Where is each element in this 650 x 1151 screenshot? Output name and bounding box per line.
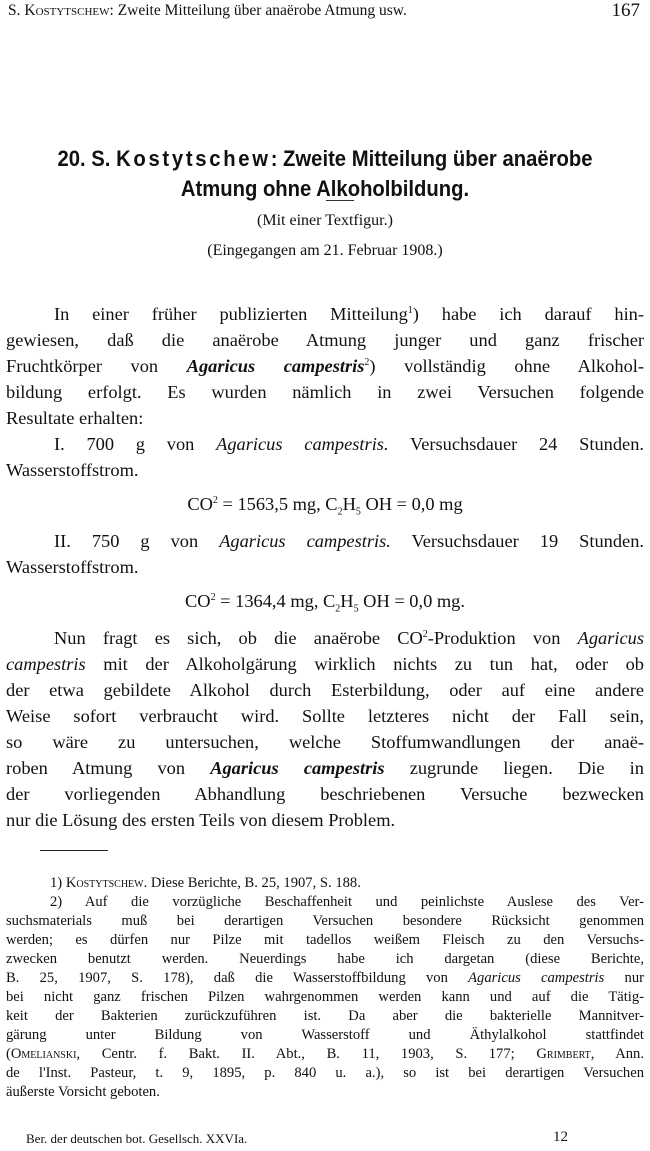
running-head-author: S. Kostytschew (8, 2, 110, 19)
text-run: = 1364,4 mg, C (215, 591, 336, 611)
journal-signature: Ber. der deutschen bot. Gesellsch. XXVIa. (26, 1131, 248, 1146)
body-line: der vorliegenden Abhandlung beschriebenen Versuche bezwecken (6, 784, 644, 804)
text-run: nur (624, 970, 644, 986)
body-line: bildung erfolgt. Es wurden nämlich in zwei Versuchen folgende (6, 382, 644, 402)
running-head-title: : Zweite Mitteilung über anaërobe Atmung usw. (109, 2, 407, 19)
subscript: 2 (335, 603, 341, 615)
text-run: In einer früher publizierten Mitteilung (54, 304, 408, 324)
body-line: Resultate erhalten: (6, 408, 144, 428)
experiment-1-gas: Wasserstoffstrom. (6, 460, 139, 480)
species-name: Agaricus campestris. (216, 434, 389, 454)
text-run: . Diese Berichte, B. 25, 1907, S. 188. (143, 875, 361, 891)
superscript: 2 (422, 628, 428, 640)
species-name: Agaricus campestris. (219, 531, 391, 551)
body-line: Weise sofort verbraucht wird. Sollte letzteres nicht der Fall sein, (6, 706, 644, 726)
superscript: 2 (212, 494, 218, 506)
text-run: mit der Alkoholgärung wirklich nichts zu tun hat, oder ob (103, 654, 644, 674)
text-run: roben Atmung von (6, 758, 186, 778)
subscript: 5 (355, 506, 361, 518)
footnote-author: Grimbert (536, 1046, 591, 1062)
body-line (6, 652, 644, 676)
sheet-signature: 12 (553, 1129, 568, 1145)
footnote-author: Kostytschew (65, 875, 144, 891)
footnote-2-line: werden; es dürfen nur Pilze mit tadellos weißem Fleisch zu den Versuchs- (6, 932, 644, 948)
article-number: 20. S. (57, 146, 111, 171)
running-head (8, 2, 640, 26)
article-title-part1: : Zweite Mitteilung über anaërobe (270, 146, 593, 171)
footnote-2-line: 2) Auf die vorzügliche Beschaffenheit und peinlichste Auslese des Ver- (50, 894, 644, 910)
footnote-rule (40, 850, 108, 851)
species-name: Agaricus (577, 628, 644, 648)
species-name: campestris (6, 654, 86, 674)
footnote-2-line (6, 1045, 644, 1064)
footnote-2-line: zwecken benutzt werden. Neuerdings habe ich dargetan (diese Berichte, (6, 951, 644, 967)
text-run: H (340, 591, 354, 611)
article-title-line2: Atmung ohne Alkoholbildung. (180, 176, 470, 201)
experiment-2-line (54, 529, 644, 553)
text-run: ( (6, 1046, 11, 1062)
text-run: , Ann. (590, 1046, 645, 1062)
running-head-text (8, 2, 407, 20)
formula-1 (0, 494, 650, 518)
footnote-ref: 1 (407, 304, 413, 316)
text-run: B. 25, 1907, S. 178), daß die Wasserstoffbildung von (6, 970, 448, 986)
body-line (54, 302, 644, 326)
article-title-line1 (33, 144, 618, 174)
text-run: Nun fragt es sich, ob die anaërobe CO (54, 628, 423, 648)
article-author: Kostytschew (116, 146, 271, 171)
footnote-1 (50, 874, 644, 893)
footnote-2-line: äußerste Vorsicht geboten. (6, 1084, 160, 1100)
text-run: CO (187, 494, 213, 514)
text-run: CO (185, 591, 211, 611)
subscript: 2 (337, 506, 343, 518)
text-run: II. 750 g von (54, 531, 199, 551)
received-date: (Eingegangen am 21. Februar 1908.) (207, 242, 443, 259)
body-line (6, 354, 644, 378)
experiment-1-line (54, 432, 644, 456)
species-name: Agaricus campestris (186, 356, 365, 376)
footnote-2-line: gärung unter Bildung von Wasserstoff und Äthylalkohol stattfindet (6, 1027, 644, 1043)
species-name: Agaricus campestris (468, 970, 605, 986)
footnote-2-line: bei nicht ganz frischen Pilzen wahrgenommen werden kann und auf die Tätig- (6, 989, 644, 1005)
text-run: Versuchsdauer 19 Stunden. (411, 531, 645, 551)
text-run: OH = 0,0 mg (360, 494, 463, 514)
text-run: = 1563,5 mg, C (217, 494, 338, 514)
text-run: H (342, 494, 356, 514)
text-run: -Produktion von (427, 628, 561, 648)
formula-2 (0, 591, 650, 615)
text-run: Versuchsdauer 24 Stunden. (410, 434, 645, 454)
experiment-2-gas: Wasserstoffstrom. (6, 557, 139, 577)
footnote-2-line: de l'Inst. Pasteur, t. 9, 1895, p. 840 u. a.), so ist bei derartigen Versuchen (6, 1065, 644, 1081)
footnote-2-line: keit der Bakterien zurückzuführen ist. Da aber die bakterielle Mannitver- (6, 1008, 644, 1024)
footnote-author: Omelianski (10, 1046, 77, 1062)
body-line: gewiesen, daß die anaërobe Atmung junger und ganz frischer (6, 330, 644, 350)
text-run: ) vollständig ohne Alkohol- (369, 356, 645, 376)
species-name: Agaricus campestris (210, 758, 385, 778)
body-line: nur die Lösung des ersten Teils von diesem Problem. (6, 810, 396, 830)
footnote-2-line (6, 969, 644, 988)
footnote-ref: 2 (364, 356, 370, 368)
body-line (54, 626, 644, 650)
text-run: 1) (50, 875, 63, 891)
text-run: Fruchtkörper von (6, 356, 159, 376)
title-separator (326, 200, 354, 201)
body-line (6, 756, 644, 780)
figure-note: (Mit einer Textfigur.) (257, 212, 393, 229)
body-line: so wäre zu untersuchen, welche Stoffumwandlungen der anaë- (6, 732, 644, 752)
text-run: I. 700 g von (54, 434, 195, 454)
body-line: der etwa gebildete Alkohol durch Esterbildung, oder auf eine andere (6, 680, 644, 700)
text-run: ) habe ich darauf hin- (412, 304, 644, 324)
text-run: OH = 0,0 mg. (358, 591, 465, 611)
footnote-2-line: suchsmaterials muß bei derartigen Versuchen besondere Rücksicht genommen (6, 913, 644, 929)
text-run: , Centr. f. Bakt. II. Abt., B. 11, 1903, S. 177; (76, 1046, 515, 1062)
superscript: 2 (210, 591, 216, 603)
page-number: 167 (611, 0, 640, 21)
text-run: zugrunde liegen. Die in (409, 758, 644, 778)
subscript: 5 (353, 603, 359, 615)
